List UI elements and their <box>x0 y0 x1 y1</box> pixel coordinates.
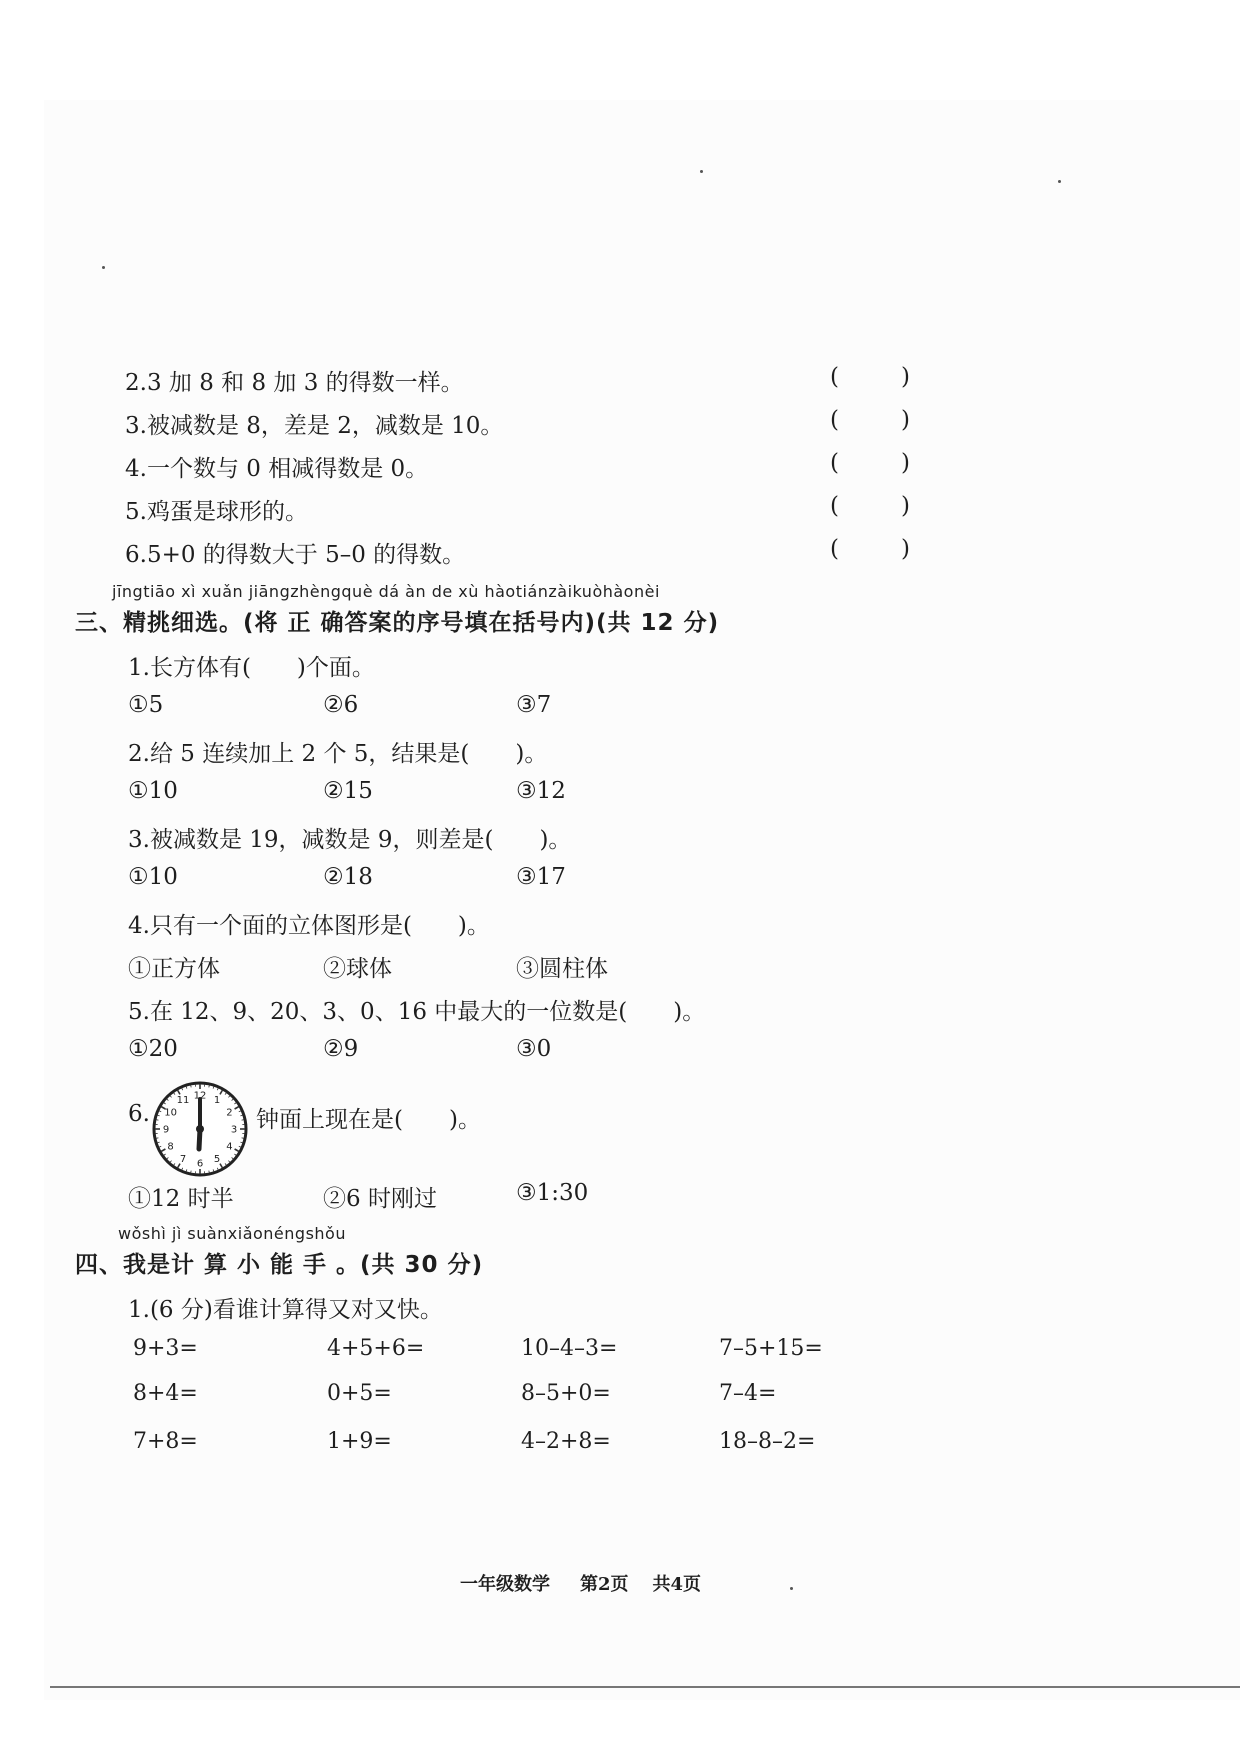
tf-item: 6.5+0 的得数大于 5–0 的得数。 <box>125 542 466 568</box>
calc-item[interactable]: 18–8–2= <box>719 1429 816 1454</box>
answer-parens[interactable]: ( ) <box>830 493 910 519</box>
question-text: 2.给 5 连续加上 2 个 5，结果是( )。 <box>128 741 548 767</box>
clock-number: 9 <box>162 1124 170 1136</box>
option[interactable]: ②球体 <box>323 956 392 982</box>
calc-item[interactable]: 0+5= <box>327 1381 392 1406</box>
option[interactable]: ②18 <box>323 864 373 890</box>
answer-parens[interactable]: ( ) <box>830 364 910 390</box>
option[interactable]: ①10 <box>128 778 178 804</box>
question-text: 1.长方体有( )个面。 <box>128 655 375 681</box>
question-text: 5.在 12、9、20、3、0、16 中最大的一位数是( )。 <box>128 999 706 1025</box>
calc-item[interactable]: 9+3= <box>133 1336 198 1361</box>
option[interactable]: ③17 <box>516 864 566 890</box>
option[interactable]: ②15 <box>323 778 373 804</box>
option[interactable]: ①12 时半 <box>128 1186 234 1212</box>
tf-item: 3.被减数是 8，差是 2，减数是 10。 <box>125 413 504 439</box>
option[interactable]: ③1:30 <box>516 1180 589 1206</box>
clock-center <box>196 1125 204 1133</box>
footer-total: 共4页 <box>652 1574 702 1595</box>
tf-item: 5.鸡蛋是球形的。 <box>125 499 308 525</box>
option[interactable]: ②6 时刚过 <box>323 1186 437 1212</box>
footer-subject: 一年级数学 <box>460 1574 550 1595</box>
clock-number: 1 <box>213 1095 221 1107</box>
option[interactable]: ①10 <box>128 864 178 890</box>
sub-question: 1.(6 分)看谁计算得又对又快。 <box>128 1297 443 1323</box>
clock-number: 10 <box>164 1107 177 1119</box>
clock-face-icon <box>150 1079 250 1179</box>
section4-heading: 四、我是计 算 小 能 手 。(共 30 分) <box>75 1252 484 1278</box>
option[interactable]: ①正方体 <box>128 956 220 982</box>
calc-item[interactable]: 8+4= <box>133 1381 198 1406</box>
calc-item[interactable]: 10–4–3= <box>521 1336 618 1361</box>
option[interactable]: ③圆柱体 <box>516 956 608 982</box>
scan-speck <box>700 170 703 173</box>
clock-number: 8 <box>167 1141 174 1153</box>
scan-speck <box>102 266 105 269</box>
option[interactable]: ①20 <box>128 1036 178 1062</box>
calc-item[interactable]: 4+5+6= <box>327 1336 425 1361</box>
option[interactable]: ①5 <box>128 692 164 718</box>
section4-pinyin: wǒshì jì suànxiǎonéngshǒu <box>118 1224 346 1243</box>
calc-item[interactable]: 7–5+15= <box>719 1336 823 1361</box>
scan-speck <box>1058 180 1061 183</box>
question-text: 3.被减数是 19，减数是 9，则差是( )。 <box>128 827 572 853</box>
question-text: 钟面上现在是( )。 <box>256 1107 481 1133</box>
clock-number: 5 <box>213 1153 221 1165</box>
option[interactable]: ③12 <box>516 778 566 804</box>
clock-number: 7 <box>179 1153 187 1165</box>
section3-heading: 三、精挑细选。(将 正 确答案的序号填在括号内)(共 12 分) <box>75 610 720 636</box>
calc-item[interactable]: 7–4= <box>719 1381 777 1406</box>
calc-item[interactable]: 1+9= <box>327 1429 392 1454</box>
calc-item[interactable]: 7+8= <box>133 1429 198 1454</box>
question-number: 6. <box>128 1101 150 1127</box>
bottom-rule <box>50 1686 1240 1688</box>
clock-number: 2 <box>226 1107 233 1119</box>
option[interactable]: ②6 <box>323 692 359 718</box>
tf-item: 2.3 加 8 和 8 加 3 的得数一样。 <box>125 370 464 396</box>
answer-parens[interactable]: ( ) <box>830 536 910 562</box>
answer-parens[interactable]: ( ) <box>830 450 910 476</box>
option[interactable]: ②9 <box>323 1036 359 1062</box>
clock-number: 3 <box>230 1124 238 1136</box>
clock-number: 12 <box>193 1090 207 1102</box>
calc-item[interactable]: 8–5+0= <box>521 1381 611 1406</box>
option[interactable]: ③0 <box>516 1036 552 1062</box>
answer-parens[interactable]: ( ) <box>830 407 910 433</box>
clock-number: 6 <box>196 1158 204 1170</box>
question-text: 4.只有一个面的立体图形是( )。 <box>128 913 490 939</box>
scan-speck <box>790 1587 793 1590</box>
section3-pinyin: jīngtiāo xì xuǎn jiāngzhèngquè dá àn de xù hàotiánzàikuòhàonèi <box>112 582 660 601</box>
page-background <box>44 100 1240 1700</box>
clock-number: 4 <box>226 1141 233 1153</box>
tf-item: 4.一个数与 0 相减得数是 0。 <box>125 456 429 482</box>
option[interactable]: ③7 <box>516 692 552 718</box>
footer-page: 第2页 <box>580 1574 629 1595</box>
clock-number: 11 <box>176 1095 190 1107</box>
calc-item[interactable]: 4–2+8= <box>521 1429 611 1454</box>
